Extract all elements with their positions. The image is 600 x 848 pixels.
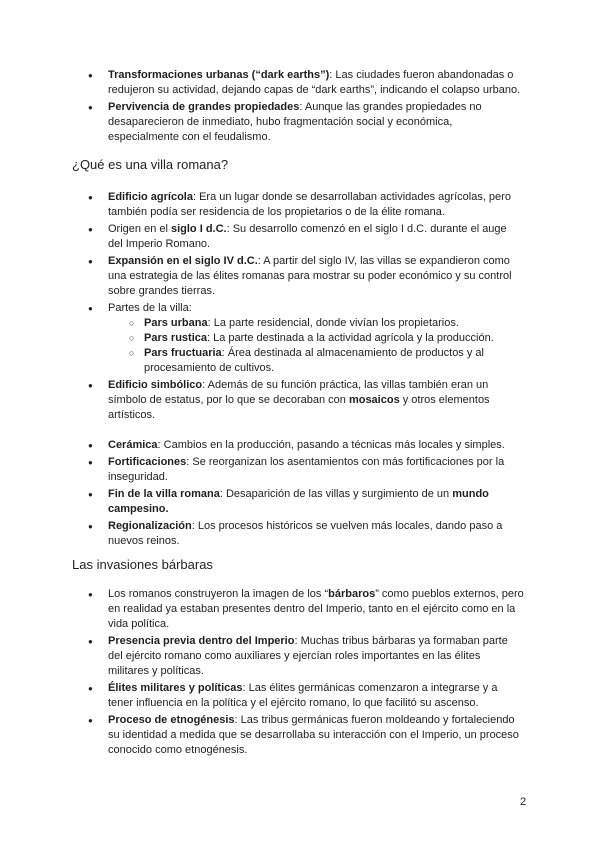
late-antiquity-changes-list: [84, 438, 524, 551]
urban-transformations-list: [84, 68, 524, 147]
list-item: ● Edificio agrícola: Era un lugar donde se desarrollaban actividades agrícolas, pero también podía ser residencia de los propietarios o de la élite romana.: [84, 190, 524, 220]
list-item: ● Expansión en el siglo IV d.C.: A partir del siglo IV, las villas se expandieron como una estrategia de las élites romanas para mostrar su poder económico y su control sobre grandes tierras.: [84, 254, 524, 299]
list-item: ● Cerámica: Cambios en la producción, pasando a técnicas más locales y simples.: [84, 438, 524, 453]
list-item: ● Transformaciones urbanas (“dark earths”): Las ciudades fueron abandonadas o redujeron su actividad, dejando capas de “dark earths”, indicando el colapso urbano.: [84, 68, 524, 98]
section-heading-villa: ¿Qué es una villa romana?: [72, 157, 229, 172]
page-number: 2: [520, 796, 527, 808]
sublist-item: ○ Pars urbana: La parte residencial, donde vivían los propietarios.: [108, 316, 524, 331]
list-item: ● Fortificaciones: Se reorganizan los asentamientos con más fortificaciones por la inseguridad.: [84, 455, 524, 485]
villa-list: [84, 190, 524, 425]
section-heading-invasions: Las invasiones bárbaras: [72, 557, 213, 572]
list-item: ● Presencia previa dentro del Imperio: Muchas tribus bárbaras ya formaban parte del ejército romano como auxiliares y ejercían roles importantes en las élites militares y políticas.: [84, 634, 524, 679]
list-item: ● Partes de la villa: ○ Pars urbana: La parte residencial, donde vivían los propietarios. ○ Pars rustica: La parte destinada a la actividad agrícola y la producción. ○ Pars fructuaria: Área destinada al almacenamiento de productos y al procesamiento de cultivos.: [84, 301, 524, 376]
list-item: ● Pervivencia de grandes propiedades: Aunque las grandes propiedades no desaparecieron de inmediato, hubo fragmentación social y económica, especialmente con el feudalismo.: [84, 100, 524, 145]
sublist-item: ○ Pars fructuaria: Área destinada al almacenamiento de productos y al procesamiento de cultivos.: [108, 346, 524, 376]
list-item: ● Origen en el siglo I d.C.: Su desarrollo comenzó en el siglo I d.C. durante el auge del Imperio Romano.: [84, 222, 524, 252]
list-item: ● Edificio simbólico: Además de su función práctica, las villas también eran un símbolo de estatus, por lo que se decoraban con mosaicos y otros elementos artísticos.: [84, 378, 524, 423]
list-item: ● Regionalización: Los procesos históricos se vuelven más locales, dando paso a nuevos reinos.: [84, 519, 524, 549]
invasions-list: [84, 587, 524, 760]
list-item: ● Proceso de etnogénesis: Las tribus germánicas fueron moldeando y fortaleciendo su identidad a medida que se desarrollaba su interacción con el Imperio, un proceso conocido como etnogénesis.: [84, 713, 524, 758]
list-item: ● Los romanos construyeron la imagen de los “bárbaros” como pueblos externos, pero en realidad ya estaban presentes dentro del Imperio, tanto en el ejército como en la vida política.: [84, 587, 524, 632]
list-item: ● Fin de la villa romana: Desaparición de las villas y surgimiento de un mundo campesino.: [84, 487, 524, 517]
villa-parts-sublist: [108, 316, 524, 376]
list-item: ● Élites militares y políticas: Las élites germánicas comenzaron a integrarse y a tener influencia en la política y el ejército romano, lo que facilitó su ascenso.: [84, 681, 524, 711]
sublist-item: ○ Pars rustica: La parte destinada a la actividad agrícola y la producción.: [108, 331, 524, 346]
